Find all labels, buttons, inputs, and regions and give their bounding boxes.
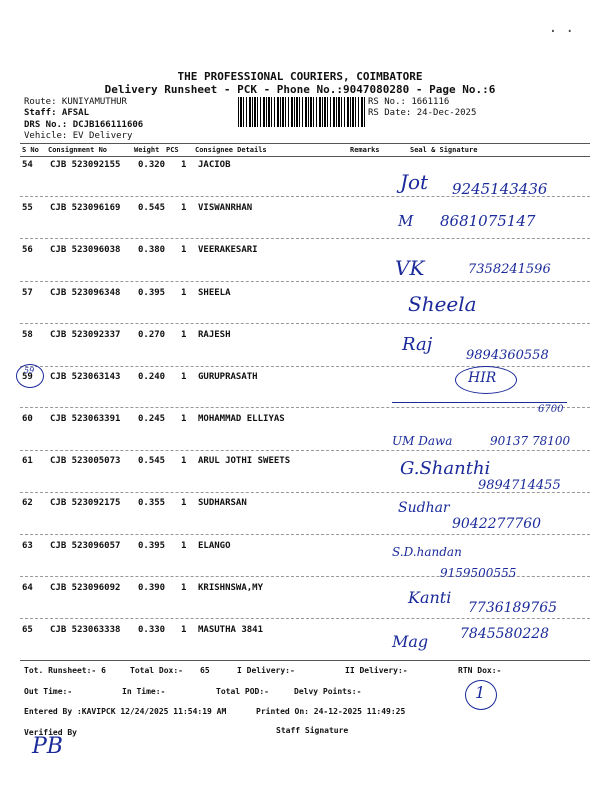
in-time: In Time:-	[122, 687, 166, 696]
phone-65: 7845580228	[460, 626, 550, 642]
row-divider	[20, 281, 590, 282]
row-pcs: 1	[181, 330, 187, 340]
row-divider	[20, 238, 590, 239]
row-consignment: CJB 523005073	[50, 456, 121, 466]
row-pcs: 1	[181, 288, 187, 298]
col-consignment: Consignment No	[48, 146, 108, 154]
signature-64: Kanti	[408, 588, 452, 607]
rtn-dox: RTN Dox:-	[458, 666, 502, 675]
col-consignee: Consignee Details	[195, 146, 267, 154]
header-rule-bottom	[20, 156, 590, 157]
drs-number: DRS No.: DCJB166111606	[24, 120, 144, 130]
row-consignment: CJB 523096348	[50, 288, 121, 298]
row-consignee: ARUL JOTHI SWEETS	[198, 456, 291, 466]
phone-62: 9042277760	[452, 516, 542, 532]
staff-label: Staff: AFSAL	[24, 108, 90, 118]
signature-62: Sudhar	[398, 500, 450, 516]
row-weight: 0.355	[138, 498, 166, 508]
row-divider	[20, 407, 590, 408]
row-divider	[20, 450, 590, 451]
row-weight: 0.270	[138, 330, 166, 340]
row-consignee: ELANGO	[198, 541, 231, 551]
row-pcs: 1	[181, 541, 187, 551]
row-weight: 0.395	[138, 288, 166, 298]
route-label: Route: KUNIYAMUTHUR	[24, 97, 127, 107]
row-sno: 61	[22, 456, 33, 466]
signature-63: S.D.handan	[392, 545, 462, 559]
row-weight: 0.380	[138, 245, 166, 255]
row-consignee: SHEELA	[198, 288, 231, 298]
tot-runsheet: Tot. Runsheet:- 6	[24, 666, 106, 675]
row-sno: 56	[22, 245, 33, 255]
phone-63: 9159500555	[440, 566, 517, 580]
col-weight: Weight	[134, 146, 160, 154]
strike-number: 6700	[538, 404, 564, 415]
verified-by: Verified By	[24, 728, 77, 737]
phone-64: 7736189765	[468, 600, 558, 616]
signature-56: VK	[395, 256, 425, 280]
header-rule-top	[20, 143, 590, 144]
col-remarks: Remarks	[350, 146, 380, 154]
rs-number: RS No.: 1661116	[368, 97, 450, 107]
printed-on: Printed On: 24-12-2025 11:49:25	[256, 707, 406, 716]
row-sno: 65	[22, 625, 33, 635]
row-weight: 0.320	[138, 160, 166, 170]
col-pcs: PCS	[166, 146, 179, 154]
rtn-dox-value: 1	[475, 683, 486, 702]
runsheet-subtitle: Delivery Runsheet - PCK - Phone No.:9047080280 - Page No.:6	[104, 83, 496, 96]
row-consignment: CJB 523092155	[50, 160, 121, 170]
row-divider	[20, 534, 590, 535]
row-divider	[20, 618, 590, 619]
remark-59: HIR	[468, 370, 497, 386]
row-consignee: VEERAKESARI	[198, 245, 258, 255]
row-sno: 54	[22, 160, 33, 170]
row-divider	[20, 366, 590, 367]
i-delivery: I Delivery:-	[237, 666, 295, 675]
ii-delivery: II Delivery:-	[345, 666, 408, 675]
delvy-points: Delvy Points:-	[294, 687, 362, 696]
row-consignee: RAJESH	[198, 330, 231, 340]
row-pcs: 1	[181, 372, 187, 382]
phone-54: 9245143436	[452, 180, 548, 198]
row-pcs: 1	[181, 456, 187, 466]
row-sno: 62	[22, 498, 33, 508]
row-consignment: CJB 523096092	[50, 583, 121, 593]
row-consignment: CJB 523063391	[50, 414, 121, 424]
phone-60: 90137 78100	[490, 434, 571, 448]
row-weight: 0.545	[138, 456, 166, 466]
row-pcs: 1	[181, 203, 187, 213]
row-consignee: MASUTHA 3841	[198, 625, 264, 635]
barcode	[238, 97, 366, 127]
row-consignee: JACIOB	[198, 160, 231, 170]
signature-55: M	[398, 212, 414, 230]
row-consignee: SUDHARSAN	[198, 498, 247, 508]
phone-55: 8681075147	[440, 212, 536, 230]
entered-by: Entered By :KAVIPCK 12/24/2025 11:54:19 AM	[24, 707, 227, 716]
row-consignment: CJB 523092337	[50, 330, 121, 340]
sno-59-handmark: 59	[24, 366, 35, 375]
signature-61: G.Shanthi	[400, 458, 491, 479]
row-pcs: 1	[181, 414, 187, 424]
signature-65: Mag	[392, 632, 429, 651]
row-sno: 60	[22, 414, 33, 424]
row-weight: 0.545	[138, 203, 166, 213]
row-pcs: 1	[181, 498, 187, 508]
row-pcs: 1	[181, 625, 187, 635]
staff-signature: Staff Signature	[276, 726, 349, 735]
scan-specks: · ·	[548, 24, 574, 40]
col-sno: S No	[22, 146, 39, 154]
phone-58: 9894360558	[466, 348, 549, 363]
row-sno: 58	[22, 330, 33, 340]
row-pcs: 1	[181, 583, 187, 593]
row-consignment: CJB 523063338	[50, 625, 121, 635]
row-weight: 0.395	[138, 541, 166, 551]
strike-line	[392, 402, 567, 403]
row-consignment: CJB 523096169	[50, 203, 121, 213]
total-dox-value: 65	[200, 666, 210, 675]
out-time: Out Time:-	[24, 687, 73, 696]
signature-60: UM Dawa	[392, 434, 453, 448]
phone-61: 9894714455	[478, 478, 561, 493]
row-sno: 55	[22, 203, 33, 213]
row-consignment: CJB 523063143	[50, 372, 121, 382]
row-weight: 0.330	[138, 625, 166, 635]
col-seal-signature: Seal & Signature	[410, 146, 478, 154]
total-dox-label: Total Dox:-	[130, 666, 183, 675]
row-pcs: 1	[181, 160, 187, 170]
row-pcs: 1	[181, 245, 187, 255]
row-sno: 57	[22, 288, 33, 298]
row-weight: 0.240	[138, 372, 166, 382]
verifier-signature: PB	[32, 734, 63, 759]
row-consignee: VISWANRHAN	[198, 203, 253, 213]
row-weight: 0.245	[138, 414, 166, 424]
total-pod: Total POD:-	[216, 687, 269, 696]
company-title: THE PROFESSIONAL COURIERS, COIMBATORE	[177, 70, 423, 83]
signature-58: Raj	[402, 334, 433, 355]
row-consignee: MOHAMMAD ELLIYAS	[198, 414, 285, 424]
row-sno: 59	[22, 372, 33, 382]
vehicle-label: Vehicle: EV Delivery	[24, 131, 133, 141]
row-consignee: KRISHNSWA,MY	[198, 583, 264, 593]
row-sno: 64	[22, 583, 33, 593]
signature-54: Jot	[400, 170, 429, 194]
row-consignee: GURUPRASATH	[198, 372, 258, 382]
row-weight: 0.390	[138, 583, 166, 593]
signature-57: Sheela	[408, 292, 477, 316]
row-divider	[20, 323, 590, 324]
phone-56: 7358241596	[468, 262, 551, 277]
rs-date: RS Date: 24-Dec-2025	[368, 108, 477, 118]
row-sno: 63	[22, 541, 33, 551]
row-consignment: CJB 523092175	[50, 498, 121, 508]
row-consignment: CJB 523096057	[50, 541, 121, 551]
table-bottom-rule	[20, 660, 590, 661]
row-consignment: CJB 523096038	[50, 245, 121, 255]
